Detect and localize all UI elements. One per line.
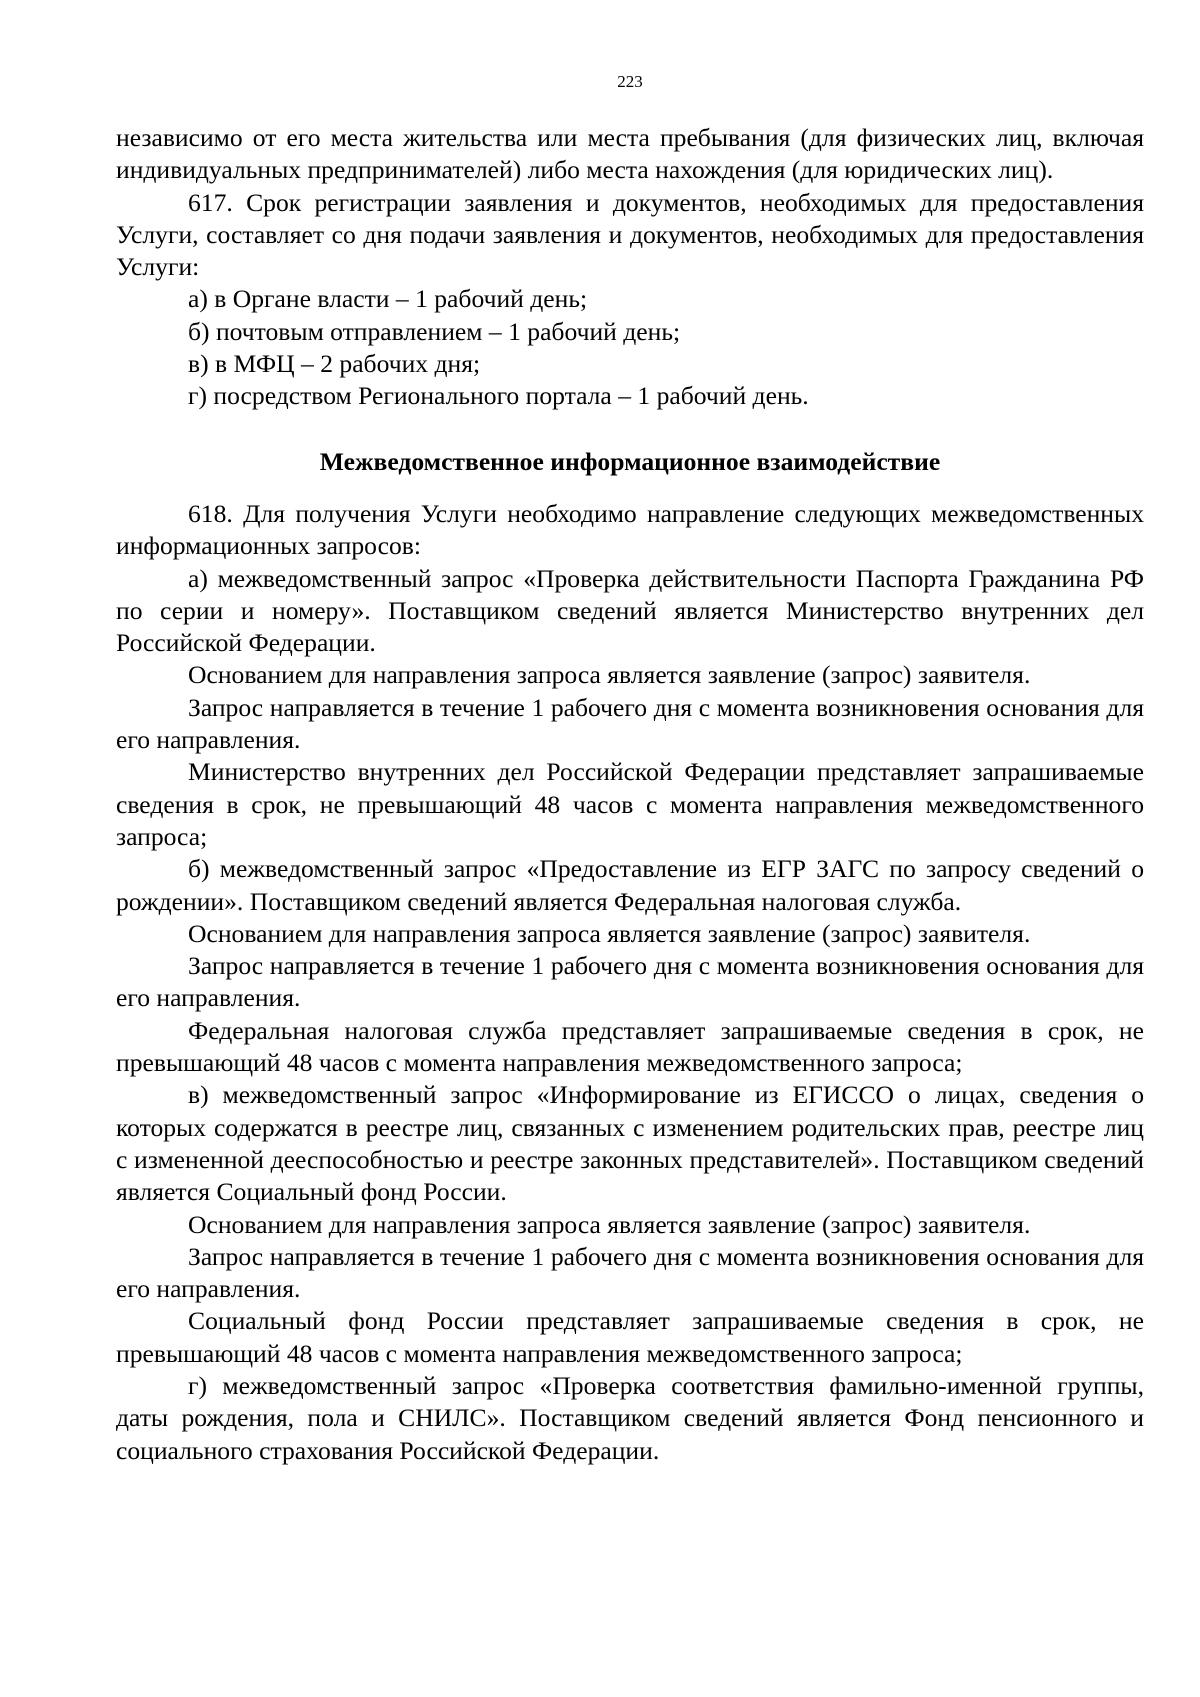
request-a: а) межведомственный запрос «Проверка действительности Паспорта Гражданина РФ по серии и номеру». Поставщиком сведений является Министерство внутренних дел Российской Федерации.	[116, 563, 1144, 658]
request-v-response: Социальный фонд России представляет запрашиваемые сведения в срок, не превышающий 48 часов с момента направления межведомственного запроса;	[116, 1306, 1144, 1368]
request-b-basis: Основанием для направления запроса является заявление (запрос) заявителя.	[188, 918, 1031, 948]
paragraph-continuation: независимо от его места жительства или места пребывания (для физических лиц, включая индивидуальных предпринимателей) либо места нахождения (для юридических лиц).	[116, 123, 1144, 185]
request-v-basis: Основанием для направления запроса является заявление (запрос) заявителя.	[188, 1209, 1031, 1239]
section-spacer	[116, 413, 1144, 446]
list-item-g: г) посредством Регионального портала – 1 рабочий день.	[188, 381, 809, 411]
request-v-timing: Запрос направляется в течение 1 рабочего дня с момента возникновения основания для его направления.	[116, 1241, 1144, 1304]
request-b: б) межведомственный запрос «Предоставление из ЕГР ЗАГС по запросу сведений о рождении». Поставщиком сведений является Федеральная налоговая служба.	[116, 854, 1144, 916]
page-number: 223	[617, 72, 643, 91]
request-a-basis: Основанием для направления запроса является заявление (запрос) заявителя.	[188, 660, 1031, 690]
list-item-v: в) в МФЦ – 2 рабочих дня;	[188, 349, 481, 379]
request-b-timing: Запрос направляется в течение 1 рабочего дня с момента возникновения основания для его направления.	[116, 951, 1144, 1013]
request-b-response: Федеральная налоговая служба представляет запрашиваемые сведения в срок, не превышающий 48 часов с момента направления межведомственного запроса;	[116, 1015, 1144, 1078]
heading-spacer	[116, 478, 1144, 498]
list-item-b: б) почтовым отправлением – 1 рабочий день;	[188, 316, 681, 346]
section-heading: Межведомственное информационное взаимодействие	[319, 446, 941, 476]
document-body	[116, 122, 1144, 1467]
paragraph-617: 617. Срок регистрации заявления и документов, необходимых для предоставления Услуги, составляет со дня подачи заявления и документов, необходимых для предоставления Услуги:	[116, 187, 1144, 282]
request-a-response: Министерство внутренних дел Российской Федерации представляет запрашиваемые сведения в срок, не превышающий 48 часов с момента направления межведомственного запроса;	[116, 757, 1144, 851]
list-item-a: а) в Органе власти – 1 рабочий день;	[188, 284, 588, 314]
request-a-timing: Запрос направляется в течение 1 рабочего дня с момента возникновения основания для его направления.	[116, 692, 1144, 755]
document-page	[116, 0, 1144, 1697]
paragraph-618: 618. Для получения Услуги необходимо направление следующих межведомственных информационных запросов:	[116, 498, 1144, 561]
request-g: г) межведомственный запрос «Проверка соответствия фамильно-именной группы, даты рождения, пола и СНИЛС». Поставщиком сведений является Фонд пенсионного и социального страхования Российской Федерации.	[116, 1370, 1144, 1465]
request-v: в) межведомственный запрос «Информирование из ЕГИССО о лицах, сведения о которых содержатся в реестре лиц, связанных с изменением родительских прав, реестре лиц с измененной дееспособностью и реестре законных представителей». Поставщиком сведений является Социальный фонд России.	[116, 1080, 1144, 1207]
